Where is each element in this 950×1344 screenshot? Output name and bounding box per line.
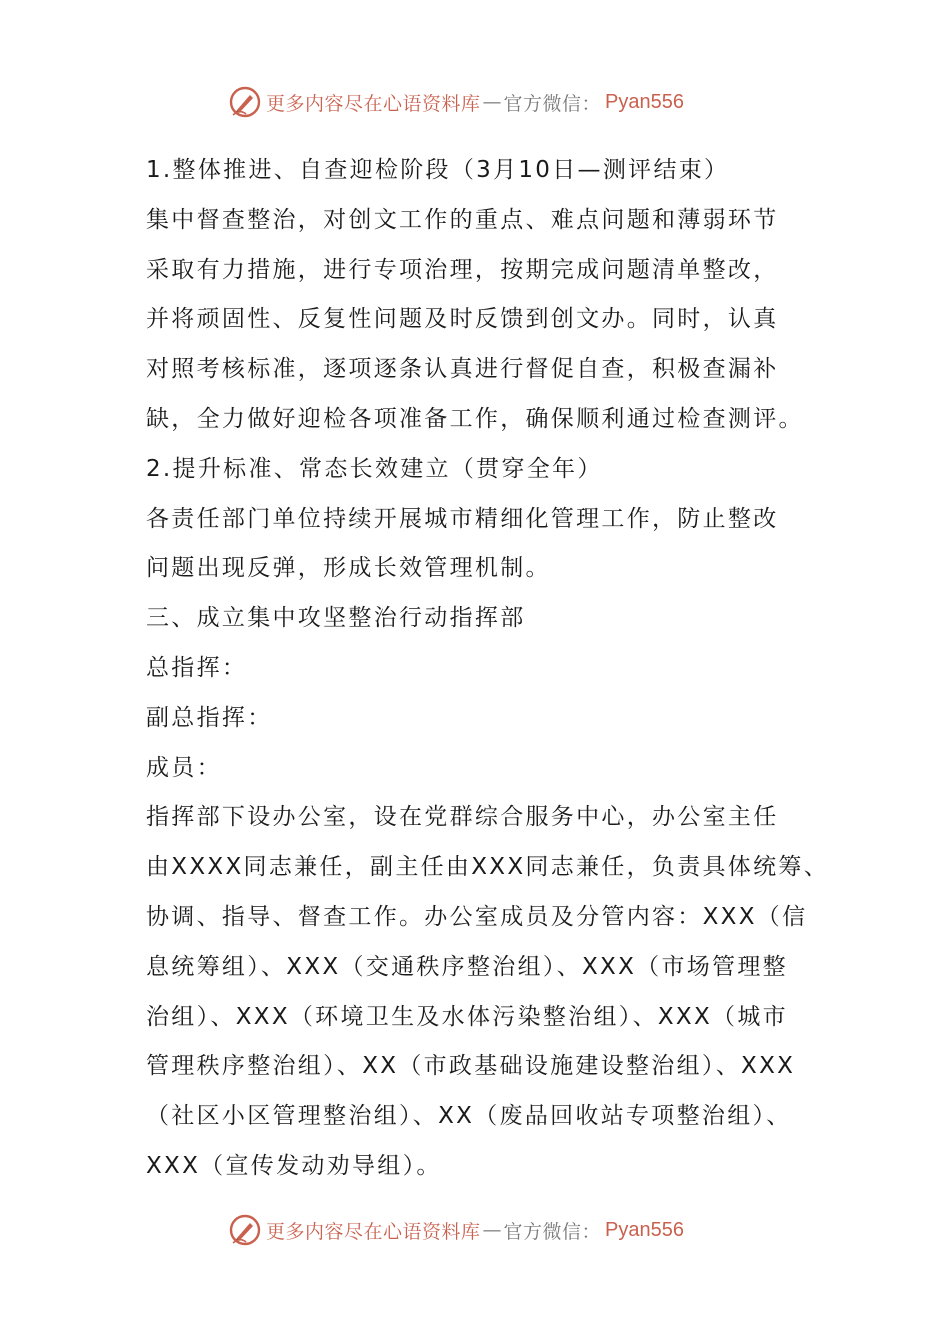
- paragraph-line: 治组）、XXX（环境卫生及水体污染整治组）、XXX（城市: [146, 1003, 788, 1030]
- document-body: [146, 146, 829, 1192]
- section-heading-3: 三、成立集中攻坚整治行动指挥部: [146, 605, 526, 632]
- paragraph-line: 各责任部门单位持续开展城市精细化管理工作，防止整改: [146, 505, 779, 532]
- watermark-label: 官方微信：: [503, 1220, 602, 1243]
- watermark-text: 更多内容尽在心语资料库: [266, 1220, 481, 1243]
- paragraph-line: （社区小区管理整治组）、XX（废品回收站专项整治组）、: [146, 1103, 792, 1130]
- paragraph-line: 对照考核标准，逐项逐条认真进行督促自查，积极查漏补: [146, 356, 779, 383]
- pen-logo-icon: [228, 1213, 262, 1247]
- paragraph-line: 缺，全力做好迎检各项准备工作，确保顺利通过检查测评。: [146, 405, 804, 432]
- deputy-commander-label: 副总指挥：: [146, 704, 273, 731]
- paragraph-line: 协调、指导、督查工作。办公室成员及分管内容：XXX（信: [146, 903, 808, 930]
- watermark-text: 更多内容尽在心语资料库: [266, 92, 481, 115]
- members-label: 成员：: [146, 754, 222, 781]
- paragraph-line: 集中督查整治，对创文工作的重点、难点问题和薄弱环节: [146, 206, 779, 233]
- watermark-label: 官方微信：: [503, 92, 602, 115]
- paragraph-line: 并将顽固性、反复性问题及时反馈到创文办。同时，认真: [146, 306, 779, 333]
- header-watermark: [228, 84, 684, 120]
- commander-label: 总指挥：: [146, 654, 248, 681]
- section-heading-1: 1.整体推进、自查迎检阶段（3月10日—测评结束）: [146, 157, 730, 183]
- watermark-id: Pyan556: [605, 1218, 684, 1241]
- watermark-dash: —: [482, 91, 502, 113]
- paragraph-line: 由XXXX同志兼任，副主任由XXX同志兼任，负责具体统筹、: [146, 854, 829, 881]
- paragraph-line: XXX（宣传发动劝导组）。: [146, 1152, 442, 1179]
- watermark-id: Pyan556: [605, 90, 684, 113]
- paragraph-line: 指挥部下设办公室，设在党群综合服务中心，办公室主任: [146, 804, 779, 831]
- paragraph-line: 问题出现反弹，形成长效管理机制。: [146, 555, 551, 582]
- paragraph-line: 管理秩序整治组）、XX（市政基础设施建设整治组）、XXX: [146, 1053, 796, 1080]
- section-heading-2: 2.提升标准、常态长效建立（贯穿全年）: [146, 455, 603, 482]
- paragraph-line: 采取有力措施，进行专项治理，按期完成问题清单整改，: [146, 256, 779, 283]
- pen-logo-icon: [228, 85, 262, 119]
- watermark-dash: —: [482, 1219, 502, 1241]
- paragraph-line: 息统筹组）、XXX（交通秩序整治组）、XXX（市场管理整: [146, 953, 788, 980]
- footer-watermark: [228, 1212, 684, 1248]
